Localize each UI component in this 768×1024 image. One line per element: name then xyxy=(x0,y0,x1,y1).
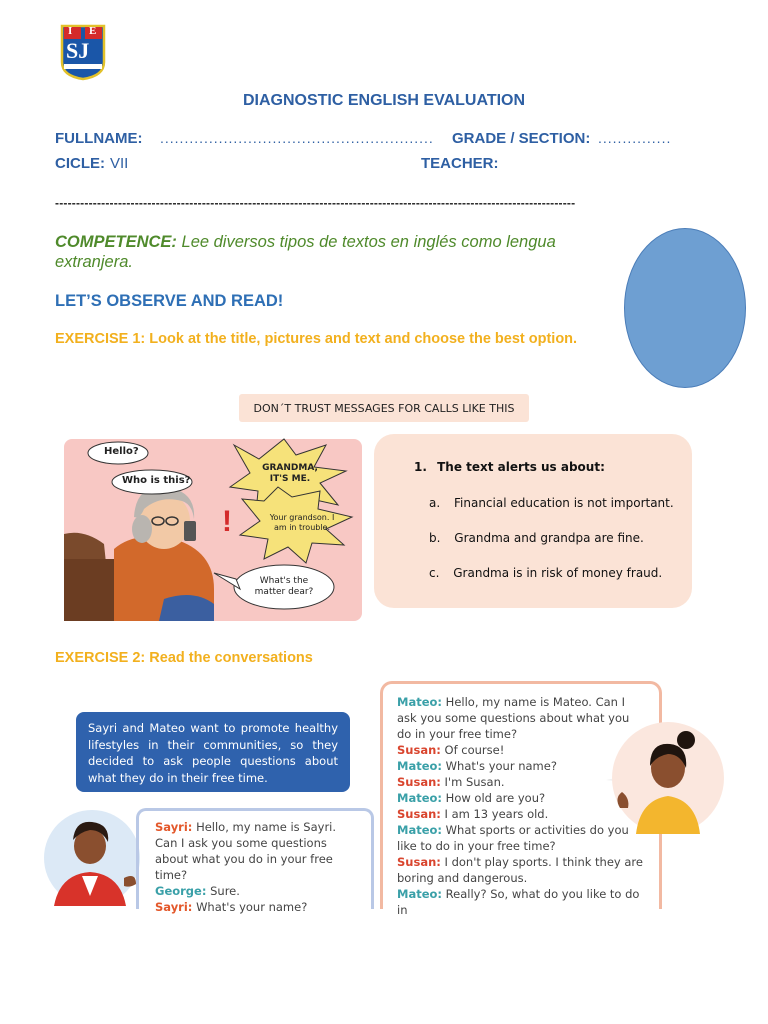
bubble-who-is-this: Who is this? xyxy=(122,475,191,486)
george-avatar xyxy=(40,806,140,906)
cicle-label: CICLE: xyxy=(55,155,105,172)
school-logo xyxy=(60,24,106,80)
grade-section-label: GRADE / SECTION: xyxy=(452,130,591,147)
dashed-divider: ---------------------------------------------------------------------------------------------------------------------------- xyxy=(55,196,576,210)
intro-text: Sayri and Mateo want to promote healthy lifestyles in their communities, so they decided to ask people questions about what they do in their free time. xyxy=(88,721,338,785)
option-letter: c. xyxy=(429,566,440,580)
option-text: Grandma and grandpa are fine. xyxy=(454,531,644,545)
exercise-2-title: EXERCISE 2: Read the conversations xyxy=(55,650,313,666)
right-line-5: Mateo: How old are you? xyxy=(397,791,546,805)
left-line-2: George: Sure. xyxy=(155,884,240,898)
right-line-6: Susan: I am 13 years old. xyxy=(397,807,549,821)
question-1 xyxy=(414,460,605,474)
bubble-matter: What's the matter dear? xyxy=(254,576,314,597)
grade-section-field[interactable]: ............... xyxy=(598,130,672,146)
svg-text:!: ! xyxy=(222,505,232,538)
option-c[interactable] xyxy=(429,566,662,580)
cicle-value: VII xyxy=(110,155,129,172)
exercise-1-title: EXERCISE 1: Look at the title, pictures and text and choose the best option. xyxy=(55,331,578,347)
left-line-3: Sayri: What's your name? xyxy=(155,900,308,914)
fullname-field[interactable]: ........................................................ xyxy=(160,130,434,146)
question-1-panel xyxy=(374,434,692,608)
right-line-7: Mateo: What sports or activities do you like to do in your free time? xyxy=(397,823,629,853)
burst-grandma: GRANDMA, IT'S ME. xyxy=(262,463,318,484)
question-text: The text alerts us about: xyxy=(437,460,605,474)
option-letter: b. xyxy=(429,531,441,545)
left-line-1: Sayri: Hello, my name is Sayri. Can I ask you some questions about what you do in your free time? xyxy=(155,820,337,882)
competence-block xyxy=(55,232,625,272)
warning-banner xyxy=(239,394,529,422)
susan-avatar xyxy=(606,722,724,834)
right-line-3: Mateo: What's your name? xyxy=(397,759,557,773)
logo-letters-sj: SJ xyxy=(66,38,90,63)
teacher-label: TEACHER: xyxy=(421,155,499,172)
observe-heading: LET’S OBSERVE AND READ! xyxy=(55,292,284,310)
decorative-oval xyxy=(624,228,746,388)
option-text: Grandma is in risk of money fraud. xyxy=(453,566,663,580)
competence-label: COMPETENCE: xyxy=(55,233,177,251)
right-line-1: Mateo: Hello, my name is Mateo. Can I ask you some questions about what you do in your free time? xyxy=(397,695,630,741)
option-b[interactable] xyxy=(429,531,644,545)
fullname-label: FULLNAME: xyxy=(55,130,143,147)
logo-letter-i: I xyxy=(68,25,73,37)
warning-banner-text: DON´T TRUST MESSAGES FOR CALLS LIKE THIS xyxy=(253,401,515,415)
right-line-4: Susan: I'm Susan. xyxy=(397,775,505,789)
logo-letter-e: E xyxy=(89,25,97,37)
bubble-hello: Hello? xyxy=(104,446,139,457)
competence-text: Lee diversos tipos de textos en inglés como lengua extranjera. xyxy=(55,233,556,271)
option-letter: a. xyxy=(429,496,441,510)
option-a[interactable] xyxy=(429,496,674,510)
right-line-9: Mateo: Really? So, what do you like to do in xyxy=(397,887,640,917)
burst-grandson: Your grandson. I am in trouble. xyxy=(269,513,335,532)
question-number: 1. xyxy=(414,460,427,474)
page-title: DIAGNOSTIC ENGLISH EVALUATION xyxy=(242,92,526,109)
right-line-8: Susan: I don't play sports. I think they are boring and dangerous. xyxy=(397,855,643,885)
scam-call-comic xyxy=(64,439,362,621)
option-text: Financial education is not important. xyxy=(454,496,674,510)
left-conversation xyxy=(136,808,374,914)
intro-box xyxy=(76,712,350,792)
right-line-2: Susan: Of course! xyxy=(397,743,505,757)
